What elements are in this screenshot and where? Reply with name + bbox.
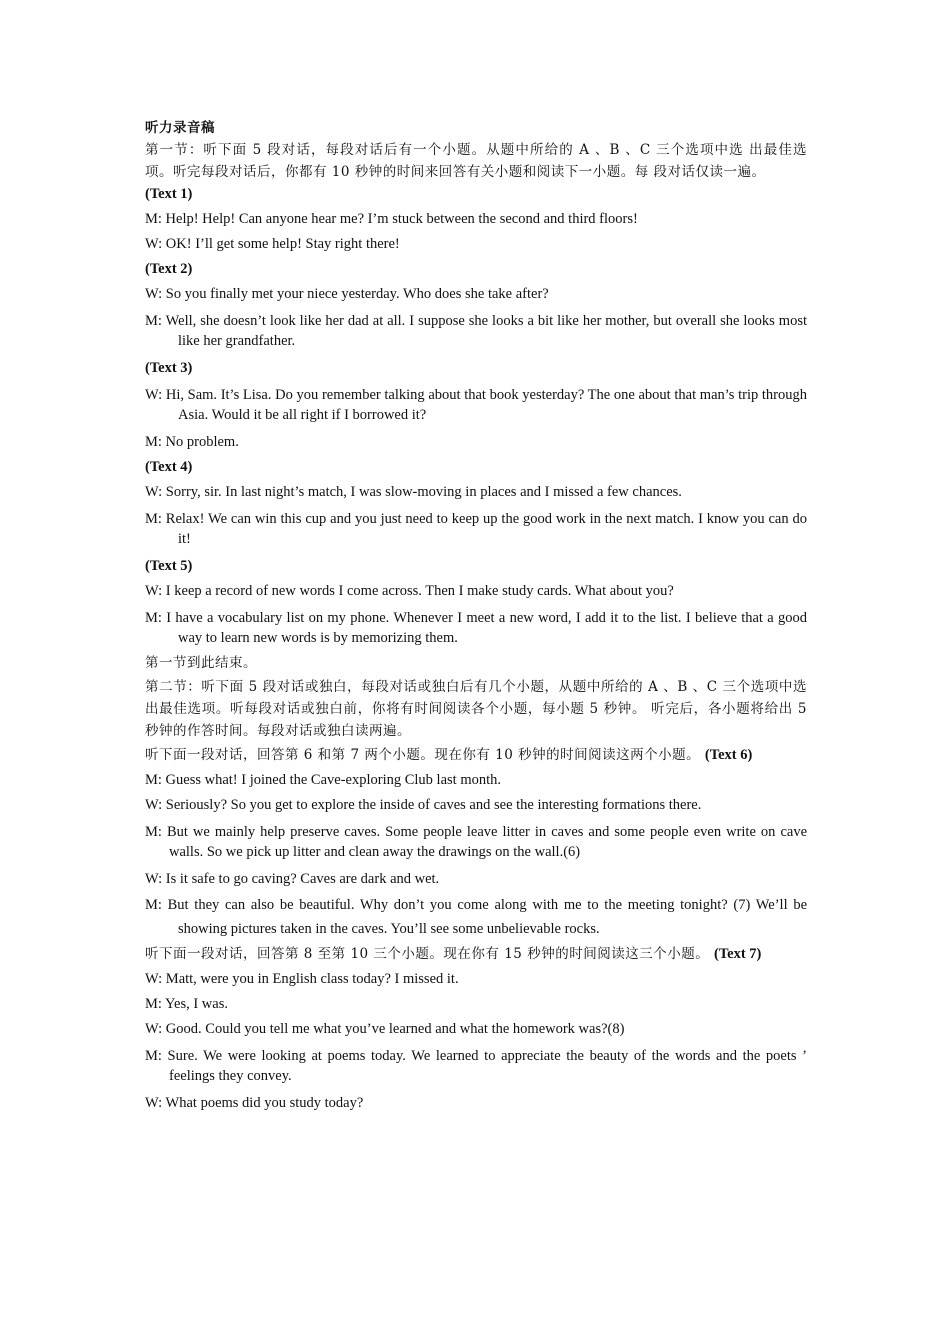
text7-line4: M: Sure. We were looking at poems today. We learned to appreciate the beauty of the words and the poets ’ feelings they convey. <box>145 1048 807 1084</box>
text6-line3: M: But we mainly help preserve caves. Some people leave litter in caves and some people even write on cave walls. So we pick up litter and clean away the drawings on the wall.(6) <box>145 824 807 860</box>
text6-intro-text: 听下面一段对话，回答第 6 和第 7 两个小题。现在你有 10 秒钟的时间阅读这两个小题。 <box>145 747 701 763</box>
text2-line1: W: So you finally met your niece yesterday. Who does she take after? <box>145 286 549 302</box>
section1-end: 第一节到此结束。 <box>145 655 257 671</box>
text6-label: (Text 6) <box>704 747 753 763</box>
text7-line2: M: Yes, I was. <box>145 996 228 1012</box>
text2-line2: M: Well, she doesn’t look like her dad at all. I suppose she looks a bit like her mother, but overall she looks most like her grandfather. <box>145 313 807 349</box>
text7-intro-text: 听下面一段对话，回答第 8 至第 10 三个小题。现在你有 15 秒钟的时间阅读这三个小题。 <box>145 946 710 962</box>
section2-instructions: 第二节：听下面 5 段对话或独白，每段对话或独白后有几个小题，从题中所给的 A 、B 、C 三个选项中选出最佳选项。听每段对话或独白前，你将有时间阅读各个小题，每小题 5 秒钟。 听完后，各小题将给出 5 秒钟的作答时间。每段对话或独白读两遍。 <box>145 679 807 739</box>
text3-line2: M: No problem. <box>145 434 239 450</box>
text6-line5: M: But they can also be beautiful. Why don’t you come along with me to the meeting tonight? (7) We’ll be showing pictures taken in the caves. You’ll see some unbelievable rocks. <box>145 897 807 937</box>
text7-line1: W: Matt, were you in English class today? I missed it. <box>145 971 459 987</box>
text7-label: (Text 7) <box>714 946 762 962</box>
text1-line2: W: OK! I’ll get some help! Stay right there! <box>145 236 400 252</box>
text7-line5: W: What poems did you study today? <box>145 1095 364 1111</box>
text6-line4: W: Is it safe to go caving? Caves are dark and wet. <box>145 871 440 887</box>
text1-label: (Text 1) <box>145 186 193 202</box>
text7-intro <box>145 943 807 965</box>
text6-line2: W: Seriously? So you get to explore the inside of caves and see the interesting formations there. <box>145 797 702 813</box>
page-title: 听力录音稿 <box>145 120 215 136</box>
text6-intro <box>145 744 807 766</box>
text7-line3: W: Good. Could you tell me what you’ve learned and what the homework was?(8) <box>145 1021 625 1037</box>
text5-line1: W: I keep a record of new words I come across. Then I make study cards. What about you? <box>145 583 674 599</box>
text1-line1: M: Help! Help! Can anyone hear me? I’m stuck between the second and third floors! <box>145 211 638 227</box>
text3-label: (Text 3) <box>145 360 193 376</box>
text5-line2: M: I have a vocabulary list on my phone. Whenever I meet a new word, I add it to the list. I believe that a good way to learn new words is by memorizing them. <box>145 610 807 646</box>
text6-line1: M: Guess what! I joined the Cave-exploring Club last month. <box>145 772 502 788</box>
text4-label: (Text 4) <box>145 459 193 475</box>
text5-label: (Text 5) <box>145 558 193 574</box>
transcript-page <box>145 117 807 1114</box>
text4-line1: W: Sorry, sir. In last night’s match, I was slow-moving in places and I missed a few chances. <box>145 484 682 500</box>
text2-label: (Text 2) <box>145 261 193 277</box>
text3-line1: W: Hi, Sam. It’s Lisa. Do you remember talking about that book yesterday? The one about that man’s trip through Asia. Would it be all right if I borrowed it? <box>145 387 807 423</box>
section1-instructions: 第一节：听下面 5 段对话，每段对话后有一个小题。从题中所给的 A 、B 、C 三个选项中选 出最佳选项。听完每段对话后，你都有 10 秒钟的时间来回答有关小题和阅读下一小题。每 段对话仅读一遍。 <box>145 142 807 180</box>
text4-line2: M: Relax! We can win this cup and you just need to keep up the good work in the next match. I know you can do it! <box>145 511 807 547</box>
